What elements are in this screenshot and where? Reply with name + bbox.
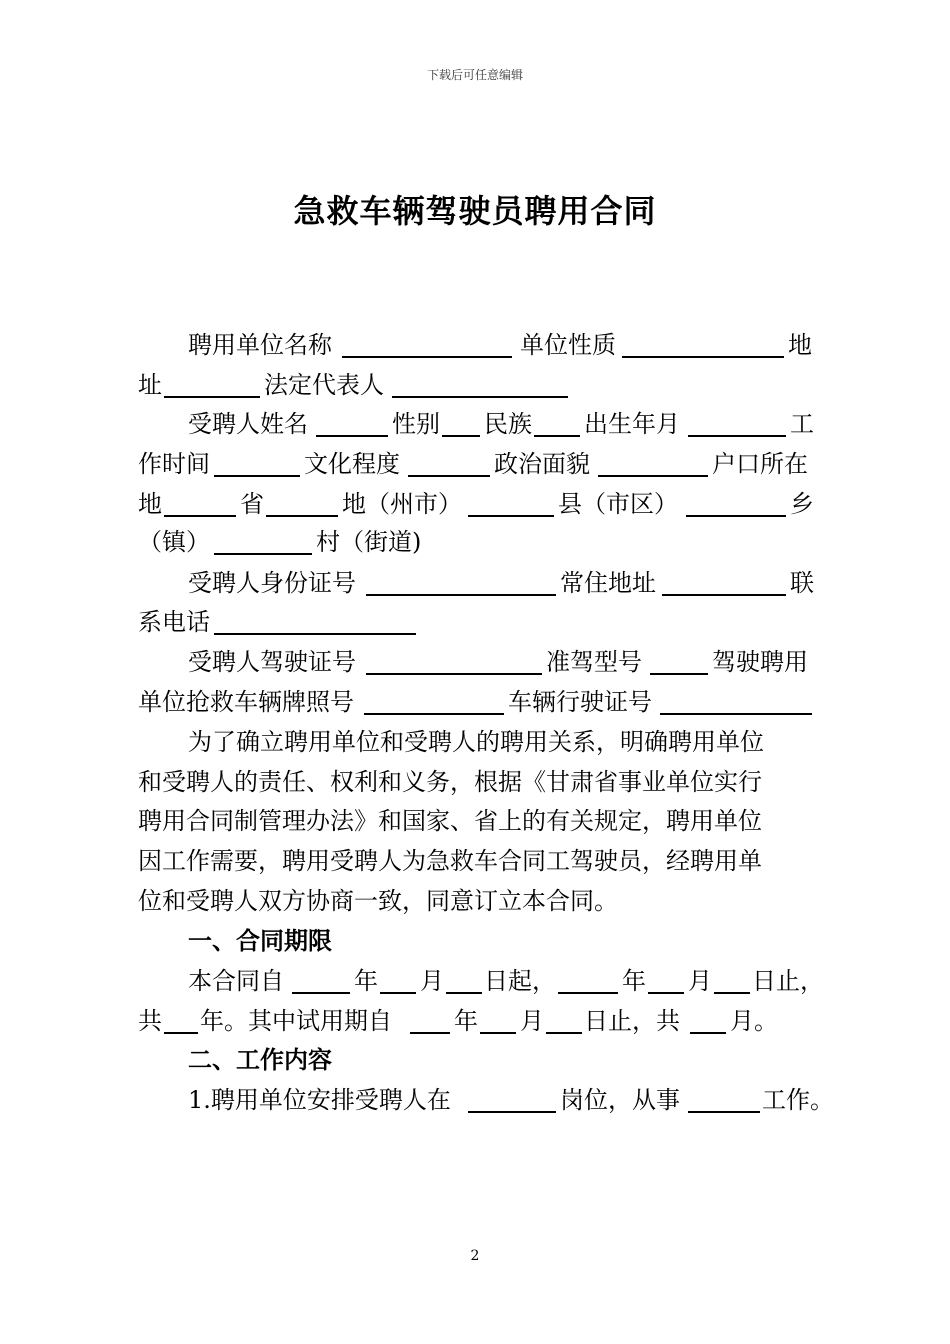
label-employee-name: 受聘人姓名	[188, 410, 308, 438]
label-ethnicity: 民族	[484, 410, 532, 438]
paragraph-line	[0, 722, 950, 762]
blank-vehicle-plate[interactable]	[364, 713, 504, 715]
purpose-text: 和受聘人的责任、权利和义务，根据《甘肃省事业单位实行	[138, 768, 762, 796]
label-months: 月。	[730, 1007, 778, 1035]
purpose-text: 聘用合同制管理办法》和国家、省上的有关规定，聘用单位	[138, 807, 762, 835]
label-township-part1: 乡	[790, 490, 814, 518]
blank-village[interactable]	[214, 553, 312, 555]
heading-work-content: 二、工作内容	[188, 1046, 332, 1074]
label-vehicle-registration: 车辆行驶证号	[508, 688, 652, 716]
blank-total-years[interactable]	[164, 1032, 198, 1034]
blank-start-month[interactable]	[380, 992, 416, 994]
label-prefecture: 地（州市）	[342, 490, 462, 518]
purpose-text: 因工作需要，聘用受聘人为急救车合同工驾驶员，经聘用单	[138, 847, 762, 875]
blank-prefecture[interactable]	[266, 515, 338, 517]
employee-details-line	[0, 444, 950, 484]
label-work-assignment: 1.聘用单位安排受聘人在	[188, 1086, 451, 1114]
label-driver-license: 受聘人驾驶证号	[188, 648, 356, 676]
label-probation-from: 年。其中试用期自	[200, 1007, 392, 1035]
blank-start-year[interactable]	[292, 992, 350, 994]
label-birth-date: 出生年月	[584, 410, 680, 438]
label-contract-from: 本合同自	[188, 967, 284, 995]
household-address-line	[0, 484, 950, 524]
blank-position[interactable]	[468, 1111, 556, 1113]
blank-legal-representative[interactable]	[392, 396, 568, 398]
id-number-line	[0, 563, 950, 603]
vehicle-line	[0, 682, 950, 722]
label-total: 共	[138, 1007, 162, 1035]
label-education: 文化程度	[304, 450, 400, 478]
label-license-class: 准驾型号	[546, 648, 642, 676]
blank-employer-name[interactable]	[342, 356, 512, 358]
paragraph-line	[0, 801, 950, 841]
blank-work-time[interactable]	[214, 475, 300, 477]
page-number: 2	[470, 1248, 480, 1264]
blank-phone[interactable]	[214, 633, 416, 635]
blank-education[interactable]	[408, 475, 490, 477]
label-phone-part1: 联	[790, 569, 814, 597]
label-county: 县（市区）	[558, 490, 678, 518]
label-employer-name: 聘用单位名称	[188, 331, 332, 359]
blank-id-number[interactable]	[366, 594, 556, 596]
blank-license-class[interactable]	[650, 673, 708, 675]
section-heading-work	[0, 1040, 950, 1080]
label-probation-total: 日止，共	[584, 1007, 680, 1035]
term-line	[0, 961, 950, 1001]
label-political-status: 政治面貌	[494, 450, 590, 478]
phone-line	[0, 602, 950, 642]
label-residence: 常住地址	[560, 569, 656, 597]
label-vehicle-plate-part2: 单位抢救车辆牌照号	[138, 688, 354, 716]
label-village: 村（街道)	[316, 528, 422, 556]
blank-address[interactable]	[164, 396, 260, 398]
document-title: 急救车辆驾驶员聘用合同	[293, 192, 657, 230]
label-day-start: 日起，	[484, 967, 556, 995]
blank-vehicle-registration[interactable]	[660, 713, 812, 715]
label-address-part1: 地	[788, 331, 812, 359]
label-month: 月	[420, 967, 444, 995]
blank-gender[interactable]	[442, 435, 480, 437]
paragraph-line	[0, 762, 950, 802]
blank-start-day[interactable]	[446, 992, 482, 994]
license-line	[0, 642, 950, 682]
label-id-number: 受聘人身份证号	[188, 569, 356, 597]
paragraph-line	[0, 881, 950, 921]
label-work-time-part2: 作时间	[138, 450, 210, 478]
blank-political-status[interactable]	[598, 475, 708, 477]
label-vehicle-plate-part1: 驾驶聘用	[712, 648, 808, 676]
blank-employer-type[interactable]	[622, 356, 784, 358]
section-heading-term	[0, 921, 950, 961]
label-position: 岗位，从事	[560, 1086, 680, 1114]
blank-probation-months[interactable]	[690, 1032, 726, 1034]
label-year: 年	[454, 1007, 478, 1035]
label-gender: 性别	[392, 410, 440, 438]
blank-probation-year[interactable]	[410, 1032, 450, 1034]
label-household-registration: 户口所在	[712, 450, 808, 478]
blank-probation-day[interactable]	[546, 1032, 582, 1034]
paragraph-line	[0, 841, 950, 881]
blank-employee-name[interactable]	[316, 435, 388, 437]
purpose-text: 为了确立聘用单位和受聘人的聘用关系，明确聘用单位	[188, 728, 764, 756]
label-household-place: 地	[138, 490, 162, 518]
blank-end-day[interactable]	[714, 992, 750, 994]
label-work-time-part1: 工	[790, 410, 814, 438]
label-day-end: 日止，	[752, 967, 824, 995]
label-month: 月	[688, 967, 712, 995]
label-township-part2: （镇）	[138, 528, 210, 556]
blank-ethnicity[interactable]	[534, 435, 580, 437]
blank-end-year[interactable]	[558, 992, 618, 994]
work-assignment-line	[0, 1080, 950, 1120]
employer-address-line	[0, 365, 950, 405]
blank-end-month[interactable]	[648, 992, 684, 994]
blank-residence[interactable]	[662, 594, 786, 596]
purpose-text: 位和受聘人双方协商一致，同意订立本合同。	[138, 887, 618, 915]
blank-work-type[interactable]	[688, 1111, 760, 1113]
village-line	[0, 522, 950, 562]
label-year: 年	[354, 967, 378, 995]
label-legal-representative: 法定代表人	[264, 371, 384, 399]
label-month: 月	[520, 1007, 544, 1035]
label-province: 省	[240, 490, 264, 518]
label-address-part2: 址	[138, 371, 162, 399]
blank-driver-license[interactable]	[366, 673, 542, 675]
label-employer-type: 单位性质	[520, 331, 616, 359]
label-phone-part2: 系电话	[138, 608, 210, 636]
heading-contract-term: 一、合同期限	[188, 927, 332, 955]
label-work: 工作。	[762, 1086, 834, 1114]
employer-info-line	[0, 325, 950, 365]
page-header-note: 下载后可任意编辑	[426, 68, 523, 82]
employee-info-line	[0, 404, 950, 444]
blank-probation-month[interactable]	[480, 1032, 516, 1034]
probation-line	[0, 1001, 950, 1041]
blank-county[interactable]	[468, 515, 554, 517]
label-year: 年	[622, 967, 646, 995]
blank-birth-date[interactable]	[688, 435, 786, 437]
blank-province[interactable]	[164, 515, 236, 517]
blank-township[interactable]	[686, 515, 786, 517]
